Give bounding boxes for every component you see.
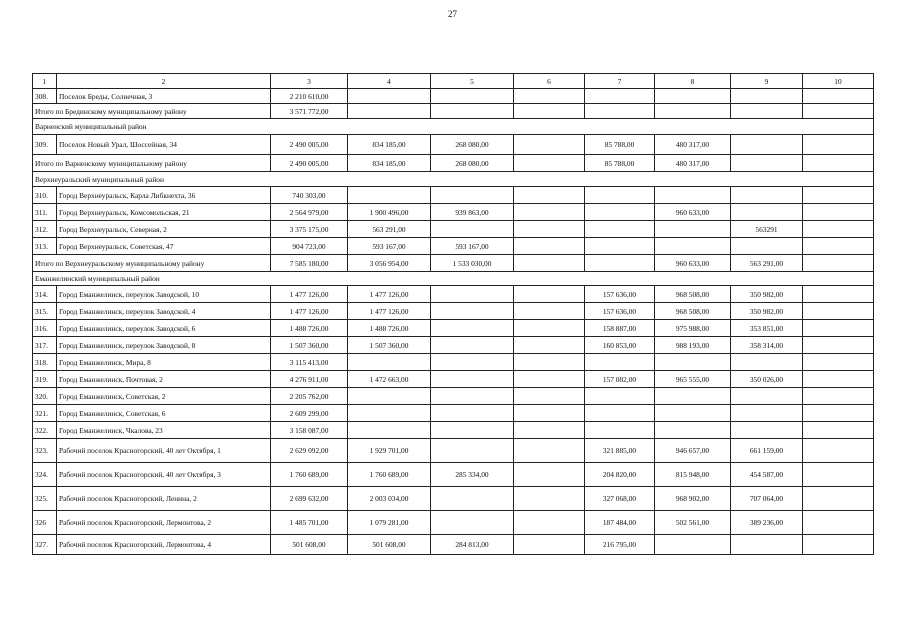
value-cell: 593 167,00 <box>431 238 514 255</box>
value-cell <box>803 337 874 354</box>
value-cell <box>431 487 514 511</box>
district-section-row <box>33 272 874 286</box>
value-cell <box>585 104 655 119</box>
value-cell: 321 885,00 <box>585 439 655 463</box>
header-cell: 10 <box>803 74 874 89</box>
address-cell: Рабочий поселок Красногорский, 40 лет Октября, 3 <box>57 463 271 487</box>
value-cell: 358 314,00 <box>731 337 803 354</box>
header-cell: 2 <box>57 74 271 89</box>
table-row <box>33 463 874 487</box>
value-cell <box>431 187 514 204</box>
value-cell: 157 082,00 <box>585 371 655 388</box>
value-cell: 1 477 126,00 <box>348 303 431 320</box>
value-cell: 2 699 632,00 <box>271 487 348 511</box>
table-row <box>33 221 874 238</box>
value-cell: 2 629 092,00 <box>271 439 348 463</box>
value-cell: 3 056 954,00 <box>348 255 431 272</box>
value-cell <box>431 89 514 104</box>
value-cell <box>731 204 803 221</box>
table-row <box>33 286 874 303</box>
value-cell <box>514 388 585 405</box>
value-cell <box>514 535 585 555</box>
value-cell <box>655 187 731 204</box>
value-cell <box>803 286 874 303</box>
row-index: 313. <box>33 238 57 255</box>
district-total-row <box>33 255 874 272</box>
value-cell: 2 490 005,00 <box>271 135 348 155</box>
value-cell: 389 236,00 <box>731 511 803 535</box>
row-index: 310. <box>33 187 57 204</box>
row-index: 317. <box>33 337 57 354</box>
value-cell <box>731 535 803 555</box>
value-cell <box>803 354 874 371</box>
value-cell <box>431 320 514 337</box>
table-row <box>33 354 874 371</box>
table-row <box>33 405 874 422</box>
address-cell: Город Верхнеуральск, Северная, 2 <box>57 221 271 238</box>
value-cell: 1 485 701,00 <box>271 511 348 535</box>
value-cell: 968 508,00 <box>655 286 731 303</box>
value-cell: 1 760 689,00 <box>271 463 348 487</box>
value-cell <box>431 337 514 354</box>
value-cell <box>803 221 874 238</box>
value-cell <box>803 155 874 172</box>
table-row <box>33 187 874 204</box>
row-index: 327. <box>33 535 57 555</box>
value-cell: 501 608,00 <box>271 535 348 555</box>
table-row <box>33 135 874 155</box>
value-cell: 661 159,00 <box>731 439 803 463</box>
value-cell: 350 026,00 <box>731 371 803 388</box>
value-cell: 988 193,00 <box>655 337 731 354</box>
value-cell: 2 564 979,00 <box>271 204 348 221</box>
value-cell <box>348 405 431 422</box>
address-cell: Рабочий поселок Красногорский, Лермонтова, 2 <box>57 511 271 535</box>
address-cell: Рабочий поселок Красногорский, Ленина, 2 <box>57 487 271 511</box>
value-cell <box>803 422 874 439</box>
row-index: 320. <box>33 388 57 405</box>
value-cell <box>731 135 803 155</box>
row-index: 311. <box>33 204 57 221</box>
value-cell <box>431 511 514 535</box>
value-cell <box>514 135 585 155</box>
value-cell: 157 636,00 <box>585 286 655 303</box>
value-cell: 939 863,00 <box>431 204 514 221</box>
value-cell: 1 472 663,00 <box>348 371 431 388</box>
value-cell <box>585 187 655 204</box>
value-cell: 904 723,00 <box>271 238 348 255</box>
value-cell: 158 887,00 <box>585 320 655 337</box>
row-index: 325. <box>33 487 57 511</box>
value-cell: 1 488 726,00 <box>348 320 431 337</box>
value-cell <box>514 303 585 320</box>
address-cell: Город Еманжелинск, Почтовая, 2 <box>57 371 271 388</box>
value-cell <box>585 204 655 221</box>
address-cell: Город Еманжелинск, Советская, 6 <box>57 405 271 422</box>
table-row <box>33 487 874 511</box>
value-cell: 85 788,00 <box>585 155 655 172</box>
value-cell <box>585 89 655 104</box>
value-cell: 2 609 299,00 <box>271 405 348 422</box>
district-total-row <box>33 155 874 172</box>
value-cell: 85 788,00 <box>585 135 655 155</box>
value-cell <box>514 320 585 337</box>
value-cell: 157 636,00 <box>585 303 655 320</box>
value-cell <box>803 511 874 535</box>
value-cell <box>803 135 874 155</box>
value-cell: 2 003 034,00 <box>348 487 431 511</box>
value-cell <box>655 89 731 104</box>
value-cell <box>585 388 655 405</box>
district-name: Еманжелинский муниципальный район <box>33 272 874 286</box>
value-cell: 1 900 496,00 <box>348 204 431 221</box>
district-section-row <box>33 172 874 187</box>
value-cell <box>655 238 731 255</box>
value-cell <box>514 511 585 535</box>
value-cell <box>803 487 874 511</box>
value-cell <box>431 221 514 238</box>
value-cell: 834 185,00 <box>348 155 431 172</box>
value-cell: 1 079 281,00 <box>348 511 431 535</box>
value-cell: 284 813,00 <box>431 535 514 555</box>
value-cell: 946 657,00 <box>655 439 731 463</box>
value-cell: 1 533 030,00 <box>431 255 514 272</box>
row-index: 308. <box>33 89 57 104</box>
value-cell: 4 276 911,00 <box>271 371 348 388</box>
value-cell <box>431 371 514 388</box>
value-cell <box>655 405 731 422</box>
value-cell: 160 853,00 <box>585 337 655 354</box>
header-cell: 8 <box>655 74 731 89</box>
value-cell: 707 064,00 <box>731 487 803 511</box>
value-cell: 975 988,00 <box>655 320 731 337</box>
value-cell: 1 507 360,00 <box>348 337 431 354</box>
table-row <box>33 371 874 388</box>
value-cell <box>514 187 585 204</box>
district-section-row <box>33 119 874 135</box>
value-cell: 350 982,00 <box>731 303 803 320</box>
value-cell: 216 795,00 <box>585 535 655 555</box>
value-cell <box>348 388 431 405</box>
value-cell <box>514 463 585 487</box>
row-index: 312. <box>33 221 57 238</box>
value-cell <box>514 354 585 371</box>
value-cell: 353 851,00 <box>731 320 803 337</box>
address-cell: Город Еманжелинск, переулок Заводской, 8 <box>57 337 271 354</box>
value-cell <box>514 286 585 303</box>
table-row <box>33 89 874 104</box>
value-cell <box>803 463 874 487</box>
value-cell <box>731 187 803 204</box>
value-cell <box>431 104 514 119</box>
value-cell <box>514 487 585 511</box>
value-cell: 960 633,00 <box>655 204 731 221</box>
value-cell <box>655 104 731 119</box>
value-cell: 593 167,00 <box>348 238 431 255</box>
total-label: Итого по Верхнеуральскому муниципальному району <box>33 255 271 272</box>
value-cell <box>731 388 803 405</box>
address-cell: Рабочий поселок Красногорский, Лермонтова, 4 <box>57 535 271 555</box>
value-cell <box>431 388 514 405</box>
value-cell: 7 585 180,00 <box>271 255 348 272</box>
value-cell <box>514 337 585 354</box>
value-cell <box>514 422 585 439</box>
value-cell <box>803 303 874 320</box>
value-cell <box>803 238 874 255</box>
value-cell <box>514 439 585 463</box>
address-cell: Город Верхнеуральск, Карла Либкнехта, 36 <box>57 187 271 204</box>
value-cell <box>803 371 874 388</box>
value-cell <box>514 371 585 388</box>
value-cell: 2 210 610,00 <box>271 89 348 104</box>
value-cell: 2 205 762,00 <box>271 388 348 405</box>
value-cell <box>731 405 803 422</box>
table-row <box>33 204 874 221</box>
value-cell <box>348 89 431 104</box>
value-cell <box>655 354 731 371</box>
value-cell <box>803 204 874 221</box>
value-cell <box>655 422 731 439</box>
value-cell: 740 303,00 <box>271 187 348 204</box>
row-index: 326 <box>33 511 57 535</box>
value-cell: 1 477 126,00 <box>271 303 348 320</box>
value-cell: 350 982,00 <box>731 286 803 303</box>
address-cell: Город Еманжелинск, Мира, 8 <box>57 354 271 371</box>
district-name: Верхнеуральский муниципальный район <box>33 172 874 187</box>
value-cell: 1 488 726,00 <box>271 320 348 337</box>
value-cell <box>585 422 655 439</box>
value-cell <box>731 89 803 104</box>
value-cell <box>514 255 585 272</box>
value-cell: 2 490 005,00 <box>271 155 348 172</box>
header-cell: 1 <box>33 74 57 89</box>
value-cell: 204 820,00 <box>585 463 655 487</box>
value-cell <box>803 89 874 104</box>
table-row <box>33 439 874 463</box>
housing-repair-table <box>32 73 874 555</box>
total-label: Итого по Варненскому муниципальному району <box>33 155 271 172</box>
total-label: Итого по Брединскому муниципальному району <box>33 104 271 119</box>
page-number: 27 <box>448 9 457 19</box>
row-index: 322. <box>33 422 57 439</box>
value-cell <box>431 439 514 463</box>
row-index: 309. <box>33 135 57 155</box>
value-cell <box>431 422 514 439</box>
value-cell <box>731 104 803 119</box>
value-cell <box>431 303 514 320</box>
header-cell: 9 <box>731 74 803 89</box>
value-cell <box>803 535 874 555</box>
table-row <box>33 337 874 354</box>
value-cell <box>803 255 874 272</box>
value-cell <box>803 104 874 119</box>
address-cell: Город Еманжелинск, Советская, 2 <box>57 388 271 405</box>
value-cell: 327 068,00 <box>585 487 655 511</box>
table-row <box>33 511 874 535</box>
value-cell: 968 902,00 <box>655 487 731 511</box>
value-cell <box>514 155 585 172</box>
value-cell: 3 115 413,00 <box>271 354 348 371</box>
value-cell <box>655 221 731 238</box>
value-cell <box>348 187 431 204</box>
value-cell <box>731 155 803 172</box>
value-cell <box>514 405 585 422</box>
table-row <box>33 422 874 439</box>
value-cell <box>431 405 514 422</box>
value-cell: 454 587,00 <box>731 463 803 487</box>
row-index: 324. <box>33 463 57 487</box>
value-cell <box>431 354 514 371</box>
value-cell: 268 080,00 <box>431 135 514 155</box>
value-cell <box>803 439 874 463</box>
value-cell: 3 571 772,00 <box>271 104 348 119</box>
value-cell: 1 760 689,00 <box>348 463 431 487</box>
address-cell: Город Верхнеуральск, Комсомольская, 21 <box>57 204 271 221</box>
value-cell <box>655 535 731 555</box>
address-cell: Поселок Новый Урал, Шоссейная, 34 <box>57 135 271 155</box>
table-row <box>33 238 874 255</box>
value-cell <box>431 286 514 303</box>
value-cell <box>803 320 874 337</box>
row-index: 323. <box>33 439 57 463</box>
row-index: 319. <box>33 371 57 388</box>
row-index: 315. <box>33 303 57 320</box>
value-cell <box>803 405 874 422</box>
value-cell <box>514 204 585 221</box>
value-cell: 1 477 126,00 <box>271 286 348 303</box>
value-cell: 563 291,00 <box>731 255 803 272</box>
value-cell: 3 158 087,00 <box>271 422 348 439</box>
value-cell <box>514 104 585 119</box>
value-cell: 834 185,00 <box>348 135 431 155</box>
value-cell: 815 948,00 <box>655 463 731 487</box>
table-row <box>33 535 874 555</box>
row-index: 321. <box>33 405 57 422</box>
value-cell <box>585 238 655 255</box>
value-cell <box>731 238 803 255</box>
row-index: 314. <box>33 286 57 303</box>
value-cell <box>803 388 874 405</box>
header-cell: 5 <box>431 74 514 89</box>
header-cell: 4 <box>348 74 431 89</box>
header-cell: 3 <box>271 74 348 89</box>
value-cell: 502 561,00 <box>655 511 731 535</box>
value-cell <box>348 422 431 439</box>
address-cell: Поселок Бреды, Солнечная, 3 <box>57 89 271 104</box>
value-cell <box>803 187 874 204</box>
value-cell: 501 608,00 <box>348 535 431 555</box>
value-cell <box>348 104 431 119</box>
value-cell <box>655 388 731 405</box>
value-cell: 3 375 175,00 <box>271 221 348 238</box>
value-cell <box>514 221 585 238</box>
value-cell <box>348 354 431 371</box>
district-total-row <box>33 104 874 119</box>
value-cell <box>514 238 585 255</box>
value-cell <box>731 422 803 439</box>
value-cell: 960 633,00 <box>655 255 731 272</box>
header-cell: 6 <box>514 74 585 89</box>
row-index: 318. <box>33 354 57 371</box>
value-cell: 187 484,00 <box>585 511 655 535</box>
value-cell <box>514 89 585 104</box>
table-row <box>33 388 874 405</box>
value-cell: 268 080,00 <box>431 155 514 172</box>
address-cell: Город Верхнеуральск, Советская, 47 <box>57 238 271 255</box>
value-cell: 1 929 701,00 <box>348 439 431 463</box>
value-cell: 285 334,00 <box>431 463 514 487</box>
value-cell: 965 555,00 <box>655 371 731 388</box>
value-cell <box>585 221 655 238</box>
address-cell: Город Еманжелинск, переулок Заводской, 4 <box>57 303 271 320</box>
value-cell: 968 508,00 <box>655 303 731 320</box>
value-cell: 480 317,00 <box>655 135 731 155</box>
address-cell: Город Еманжелинск, переулок Заводской, 10 <box>57 286 271 303</box>
table-row <box>33 303 874 320</box>
address-cell: Рабочий поселок Красногорский, 40 лет Октября, 1 <box>57 439 271 463</box>
value-cell <box>585 354 655 371</box>
value-cell <box>585 405 655 422</box>
address-cell: Город Еманжелинск, переулок Заводской, 6 <box>57 320 271 337</box>
header-cell: 7 <box>585 74 655 89</box>
value-cell <box>731 354 803 371</box>
value-cell: 1 507 360,00 <box>271 337 348 354</box>
value-cell <box>585 255 655 272</box>
value-cell: 480 317,00 <box>655 155 731 172</box>
value-cell: 1 477 126,00 <box>348 286 431 303</box>
column-number-header-row <box>33 74 874 89</box>
table-row <box>33 320 874 337</box>
value-cell: 563291 <box>731 221 803 238</box>
address-cell: Город Еманжелинск, Чкалова, 23 <box>57 422 271 439</box>
row-index: 316. <box>33 320 57 337</box>
value-cell: 563 291,00 <box>348 221 431 238</box>
district-name: Варненский муниципальный район <box>33 119 874 135</box>
